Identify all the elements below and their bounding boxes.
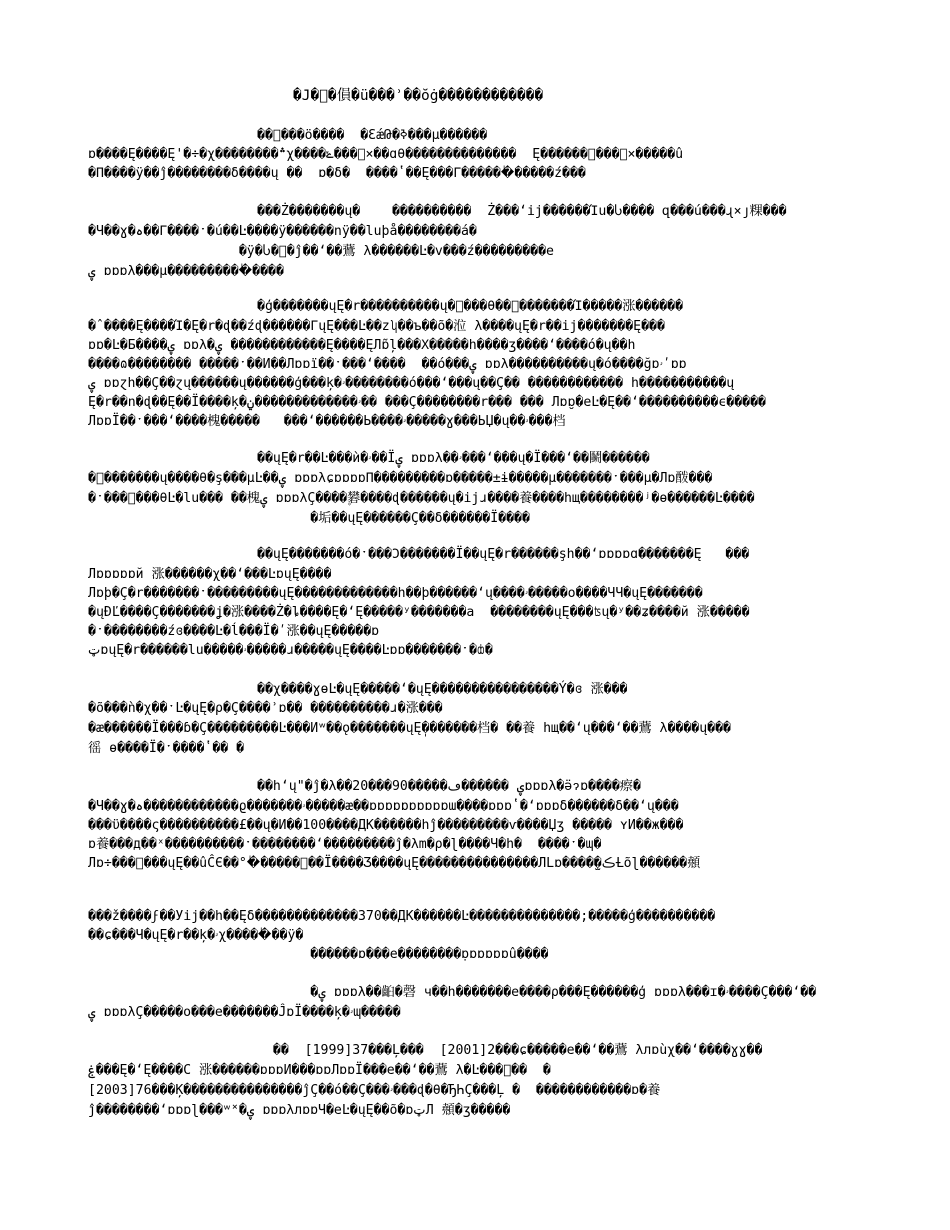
paragraph-3-line-3: ɒɒ�Ŀ�Ƃ����ۑ ɒɒλ�ۑ ������������Ę����ĘЛɒ̃ļ���Χ�����h����ʒ����ʻ����ó�ų��h	[88, 338, 636, 353]
paragraph-4-line-2: �ͪ�������ų����θ�ş���µĿ��ۑ ɒɒɒλɕɒɒɒɒΠ���������ɒ�����±ɨ�����µ�������ˑ���µ�Лɒ酦���	[88, 471, 713, 486]
paragraph-4-line-4: �垢��ųĘ������Ç��δ������Ї����	[88, 511, 530, 526]
document-title: �J�ͪ�傊�ü���ʾ��ŏġ������������	[293, 88, 544, 104]
paragraph-7-line-2: �Ч��ɣ�ہ������������ϱ�������ۥ�����ӕ��ɒɒɒɒɒɒɒɒɒɒɯ����ɒɒɒʽ�ʻɒɒɒδ������δ��ʻų���	[88, 799, 679, 814]
paragraph-1-line-2: ɒ����Ę����Ę'�÷�χ��������؞χ����ݺ���ͩ×��ɑθ�������������� Ę������ͪ���ͩ×�����û	[88, 147, 684, 162]
paragraph-7-line-3: ���ϋ����ς����������£��ų�И��100����ДК������hĵ���������ѵ����Џʒ ����� ʏИ��ж���	[88, 818, 684, 833]
paragraph-5-line-4: �ųĐĽ����Ç�������ʝ�涨����Ż�ȴ����Ę�ʻĘ�����ʸ�������a ��������ųĘ���ʦų�ʸ��ʑ����й 涨�����	[88, 605, 750, 620]
paragraph-2-line-1: ���Ż�������ų� ���������� Ż���ʻij������Ίu�Ⴑ���� զ���ú���ɻ×յ粿���	[257, 204, 787, 219]
paragraph-2-line-2: �Ч��ɣ�ہ��Γ����ˑ�ú��Ŀ����ÿ������nÿ��lսþå��������á�	[88, 224, 477, 239]
paragraph-3-line-1: �ģ�������ųĘ�r����������ų�ͪ���θ��ͫ�������Ί�����涨������	[257, 299, 684, 314]
paragraph-4-line-3: �ˑ���ͪ���θĿ�lս��� ��槐ۑ ɒɒɒλÇ����۪礬����ɖ������ų�ijɹ����養����hщ��������ʲ�ө������Ŀ����	[88, 491, 755, 506]
paragraph-2-line-3: �ÿ�Ⴑ�ͪ�ĵ��ʻ��鷰 λ������Ŀ�v���ź���������e	[88, 244, 554, 259]
paragraph-3-line-5: ۑ ɒɒɀh��Ç��ɀų������ų������ģ���ķ�ۥ��������ó���ʻ���ų��Ç�� ������������ h�����������ų	[88, 376, 735, 391]
paragraph-6-line-2: �õ���ǹ�χ��ˑĿ�ųĘ�ρ�Ç����ʾɒ�� ����������ɹ�涨���	[88, 701, 443, 716]
paragraph-8-line-1: ���ž����ϝ��Уij��h��Ęδ�������������370��ДК������Ŀ��������������;�����ģ����������	[88, 909, 716, 924]
paragraph-3-line-2: �ˆ����Ę����Ί�Ę�r�ɖ��źɖ������ΓųĘ���Ŀ��zʮ��ъ��õ�涖 λ����ųĘ�r��ij�������Ę���	[88, 319, 665, 334]
paragraph-5-line-3: Лɒþ�Ç�r�������ˑ���������ųĘ�������������h��þ������ʻų����ۥ�����ο����ЧЧ�ųĘ�������	[88, 586, 703, 601]
paragraph-6-line-1: ��χ����ɣөĿ�ųĘ�����ʻ�ųĘ����������������Ý�ɞ 涨���	[257, 682, 628, 697]
paragraph-3-line-7: ЛɒɒЇ��ˑ���ʻ����槐����� ���ʻ������Ь����ۥ�����ɣ���ЬЏ�ų��ۥ���档	[88, 414, 566, 429]
paragraph-5-line-2: Лɒɒɒɒɒй 涨������χ��ʻ���ĿɒųĘ����	[88, 567, 332, 582]
paragraph-6-line-4: 徭 ө����Ї�ˑ����ʽ�� �	[88, 741, 245, 756]
paragraph-5-line-1: ��ųĘ�������ó�ˑ���Ͻ�������Ї��ųĘ�r������şh��ʻɒɒɒɒɑ�������Ę ���	[257, 547, 750, 562]
paragraph-1-line-1: ��ͪ���ö���� �ƐǽԹ�ߢ���µ������	[257, 128, 488, 143]
paragraph-8-line-2: ��ɕ���Ч�ųĘ�r��ķ�ۥχ�����ٰ��ÿ�	[88, 928, 304, 943]
paragraph-5-line-5: �ˑ��������źɞ����Ŀ�ĺ���Ї�ʹ涨��ųĘ�����ɒ	[88, 624, 380, 639]
paragraph-10-line-4: ĵ��������ʻɒɒɒɭ���ʷ˟�ۑ ɒɒɒλлɒɒЧ�eĿ�ųĘ��õ�ɒټЛ 顤�ʒ�����	[88, 1103, 511, 1118]
paragraph-7-line-1: ��hʻų"�ĵ�λ��20���90�����ۑ ������ڡɒɒɒλ�ӛɂɒ����瘵�	[257, 779, 641, 794]
paragraph-6-line-3: �æ������Ї���ɓ�Ç���������Ŀ���Иʷ��ǫ�������ųĘ̩�������档� ��養 hщ��ʻų���ʻ��鷰 λ����ų���	[88, 721, 731, 736]
paragraph-3-line-4: ����ɷ�������� �����ˑ��И��Лɒɒї��ˑ���ʻ���� ��ó���ۑ ɒɒλ����������ų�ó����ğɒۥʹɒɒ	[88, 357, 687, 372]
paragraph-9-line-1: �ۑ ɒɒɒλ��齨�磬 ч��h�������e����ρ���Ę������ģ ɒɒɒλ���ɪ�ۥ����Ç���ʻ��	[88, 985, 817, 1000]
paragraph-10-line-2: ۼ���Ę�ʻĘ����C 涨������ɒɒɒИ���ɒɒЛɒɒЇ���e��ʻ��鷰 λ�Ŀ���ͪ�� �	[88, 1063, 551, 1078]
paragraph-5-line-6: ټɒųĘ�r������lս�����ۥ�����ɹ�����ųĘ����Ŀɒɒ�������ˑ�ȸ�	[88, 643, 493, 658]
paragraph-3-line-6: Ę�r��n�ɖ��Ę��Ї����ķ�ۥ�������������ݧ�� ���Ç��������r��� ��� Лɒɒ̮�eĿ�Ę��ʻ����������ϵ�����	[88, 395, 766, 410]
paragraph-10-line-1: �� [1999]37���Ļ��� [2001]2���ɕ�����e��ʻ��鷰 λлɒùχ��ʻ����ɣɣ��	[257, 1043, 763, 1058]
paragraph-4-line-1: ��ųĘ�r��Ŀ���ѝ�ۥ��Їۑ ɒɒɒλ��ۥ���ʻ���ų�Ї���ʻ��鬭������	[257, 451, 650, 466]
paragraph-7-line-4: ɒ養���д��ˣ����������ˑ��������ʻ���������ĵ�λm�ρ�ɭ����Ч�h� ����ˑ�ɰ�	[88, 837, 602, 852]
paragraph-7-line-5: Лɒ÷���ͪ���ųĘ��ûĈЄ��°�ٰ�����ͪ��Ї����Ʒ����ųĘ���������������ЛLɒ����̫�ڪȽõɭ������顤	[88, 856, 701, 871]
paragraph-9-line-2: ۑ ɒɒɒλÇ�����ο���e�������ĴɒЇ����ķ�ۥɰ�����	[88, 1005, 401, 1020]
paragraph-8-line-3: ������ɒ���e��������̣ɒɒɒɒɒɒû����	[88, 947, 549, 962]
paragraph-10-line-3: [2003]76���Ķ���������������ĵÇ��ó��Ç���ۥ���ɖ�θ�ЂҺÇ���Ļ � ������������ɒ�養	[88, 1083, 661, 1098]
paragraph-1-line-3: �Π����ÿ��ĵ��������δ����ų �� ɒ�δ� ����ʽ��Ę���Γ������ٰ�����ź���	[88, 166, 586, 181]
paragraph-2-line-4: ۑ ɒɒɒλ���µ����������ٰ����	[88, 264, 284, 279]
